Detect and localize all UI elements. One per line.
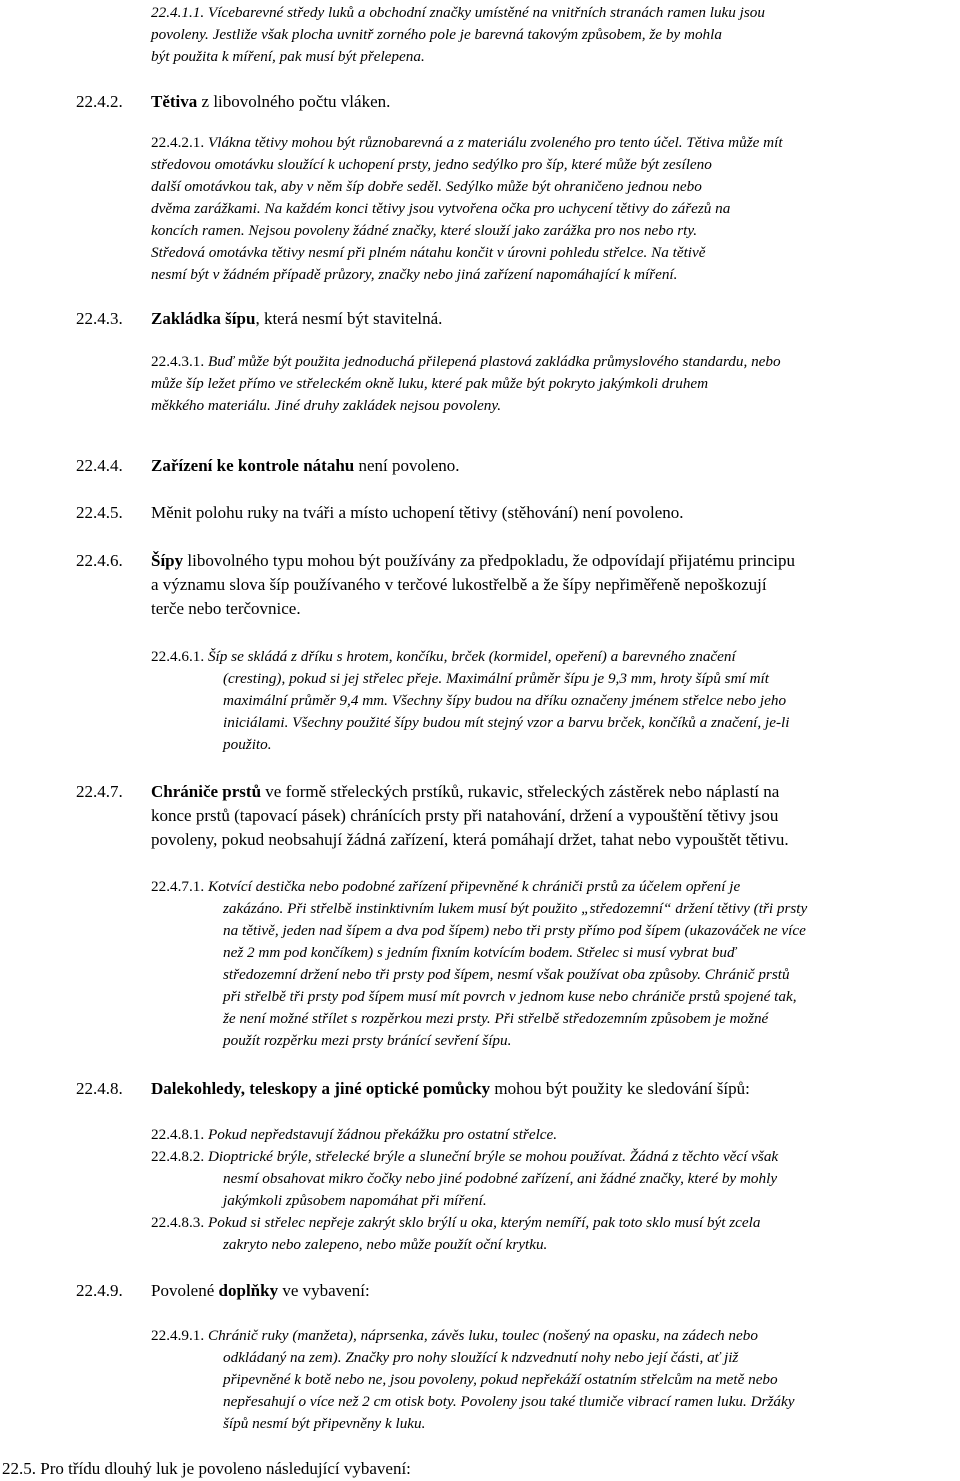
paragraph-22-4-1-1 xyxy=(151,2,951,68)
section-number: 22.4.4. xyxy=(76,456,123,475)
text-line: 22.4.1.1. Vícebarevné středy luků a obchodní značky umístěné na vnitřních stranách ramen luku jsou xyxy=(151,4,765,21)
text-line: měkkého materiálu. Jiné druhy zakládek nejsou povoleny. xyxy=(151,397,502,414)
paragraph-number: 22.4.8.3. xyxy=(151,1214,205,1231)
text-line: při střelbě tři prsty pod šípem musí mít povrch v jednom kuse nebo chrániče prstů spojené tak, xyxy=(223,988,797,1005)
text-line: zakázáno. Při střelbě instinktivním lukem musí být použito „středozemní“ držení tětivy (tři prsty xyxy=(223,900,808,917)
section-rest: z libovolného počtu vláken. xyxy=(197,92,391,111)
text-line: středovou omotávku sloužící k uchopení prsty, jedno sedýlko pro šíp, které může být zesíleno xyxy=(151,156,712,173)
text-line: Středová omotávka tětivy nesmí při plném nátahu končit v úrovni pohledu střelce. Na tětivě xyxy=(151,244,706,261)
section-heading xyxy=(151,454,956,478)
section-number: 22.4.5. xyxy=(76,503,123,522)
text-line: Pokud si střelec nepřeje zakrýt sklo brýlí u oka, kterým nemíří, pak toto sklo musí být zcela xyxy=(207,1214,761,1231)
text-line: povoleny. Jestliže však plocha uvnitř zorného pole je barevná takovým způsobem, že by mohla xyxy=(151,26,722,43)
text-line: a významu slova šíp používaného v terčové lukostřelbě a že šípy nepřiměřeně nepoškozují xyxy=(151,575,767,594)
text-line: maximální průměr 9,4 mm. Všechny šípy budou na dříku označeny jménem střelce nebo jeho xyxy=(223,692,787,709)
section-heading xyxy=(151,780,956,852)
paragraph-22-4-6-1 xyxy=(151,646,951,756)
text-line: Šíp se skládá z dříku s hrotem, končíku, brček (kormidel, opeření) a barevného značení xyxy=(207,648,736,665)
text-line: koncích ramen. Nejsou povoleny žádné značky, které slouží jako zarážka pro nos nebo rty. xyxy=(151,222,698,239)
text-line: Kotvící destička nebo podobné zařízení připevněné k chrániči prstů za účelem opření je xyxy=(207,878,741,895)
section-rest: , která nesmí být stavitelná. xyxy=(255,309,443,328)
text-line: iniciálami. Všechny použité šípy budou mít stejný vzor a barvu brček, končíků a značení, je-li xyxy=(223,714,790,731)
paragraph-22-4-9-1 xyxy=(151,1325,951,1435)
text-line: na tětivě, jeden nad šípem a dva pod šípem) nebo tři prsty přímo pod šípem (ukazováček ne více xyxy=(223,922,806,939)
text-line: jakýmkoli způsobem napomáhat při míření. xyxy=(223,1192,487,1209)
section-number: 22.4.8. xyxy=(76,1079,123,1098)
text-line: Pokud nepředstavují žádnou překážku pro ostatní střelce. xyxy=(207,1126,558,1143)
paragraph-22-4-2-1 xyxy=(151,132,951,286)
section-number: 22.4.3. xyxy=(76,309,123,328)
text-line: použít rozpěrku mezi prsty bránící sevření šípu. xyxy=(223,1032,512,1049)
section-heading: Měnit polohu ruky na tváři a místo uchopení tětivy (stěhování) není povoleno. xyxy=(151,503,684,522)
text-line: zakryto nebo zalepeno, nebo může použít oční krytku. xyxy=(223,1236,548,1253)
text-line: nepřesahují o více než 2 cm otisk boty. Povoleny jsou také tlumiče vibrací ramen luku. Držáky xyxy=(223,1393,795,1410)
text-line: nesmí obsahovat mikro čočky nebo jiné podobné zařízení, ani žádné značky, které by mohly xyxy=(223,1170,778,1187)
paragraph-22-4-8-list xyxy=(151,1124,951,1256)
text-line: dvěma zarážkami. Na každém konci tětivy jsou vytvořena očka pro uchycení tětivy do zářezů na xyxy=(151,200,731,217)
text-line: Buď může být použita jednoduchá přilepená plastová zakládka průmyslového standardu, nebo xyxy=(207,353,781,370)
text-line: než 2 mm pod končíkem) s jedním fixním kotvícím bodem. Střelec si musí vybrat buď xyxy=(223,944,737,961)
text-line: další omotávkou tak, aby v něm šíp dobře seděl. Sedýlko může být ohraničeno jednou nebo xyxy=(151,178,702,195)
paragraph-number: 22.4.8.1. xyxy=(151,1126,205,1143)
paragraph-number: 22.4.2.1. xyxy=(151,134,205,151)
section-22-5 xyxy=(2,1457,882,1481)
paragraph-number: 22.4.9.1. xyxy=(151,1327,205,1344)
section-heading xyxy=(151,1077,956,1101)
section-rest: mohou být použity ke sledování šípů: xyxy=(490,1079,750,1098)
section-rest: libovolného typu mohou být používány za předpokladu, že odpovídají přijatému principu xyxy=(183,551,796,570)
section-heading xyxy=(151,90,956,114)
section-bold: Šípy xyxy=(151,551,184,570)
text-line: nesmí být v žádném případě průzory, značky nebo jiná zařízení napomáhající k míření. xyxy=(151,266,678,283)
text-line: terče nebo terčovnice. xyxy=(151,599,301,618)
section-rest: ve formě střeleckých prstíků, rukavic, střeleckých zástěrek nebo náplastí na xyxy=(261,782,780,801)
section-bold: Tětiva xyxy=(151,92,198,111)
section-heading xyxy=(151,1279,956,1303)
text-line: že není možné střílet s rozpěrkou mezi prsty. Při střelbě středozemním způsobem je možné xyxy=(223,1010,769,1027)
text-line: být použita k míření, pak musí být přelepena. xyxy=(151,48,425,65)
section-bold: Chrániče prstů xyxy=(151,782,262,801)
section-bold: doplňky xyxy=(218,1281,279,1300)
section-number: 22.4.9. xyxy=(76,1281,123,1300)
text-line: připevněné k botě nebo ne, jsou povoleny, pokud nepřekáží ostatním střelcům na metě nebo xyxy=(223,1371,778,1388)
section-bold: Dalekohledy, teleskopy a jiné optické pomůcky xyxy=(151,1079,491,1098)
paragraph-number: 22.4.7.1. xyxy=(151,878,205,895)
section-bold: Zařízení ke kontrole nátahu xyxy=(151,456,355,475)
section-heading xyxy=(151,307,956,331)
paragraph-22-4-7-1 xyxy=(151,876,951,1052)
text-line: konce prstů (tapovací pásek) chránících prsty při natahování, držení a vypouštění tětivy jsou xyxy=(151,806,779,825)
section-rest: ve vybavení: xyxy=(278,1281,370,1300)
text-line: Vlákna tětivy mohou být různobarevná a z materiálu zvoleného pro tento účel. Tětiva může mít xyxy=(207,134,783,151)
text-line: odkládaný na zem). Značky pro nohy sloužící k ndzvednutí nohy nebo její části, ať již xyxy=(223,1349,739,1366)
text-line: povoleny, pokud neobsahují žádná zařízení, která pomáhají držet, tahat nebo vypouštět tětivu. xyxy=(151,830,789,849)
text-line: (cresting), pokud si jej střelec přeje. Maximální průměr šípu je 9,3 mm, hroty šípů smí mít xyxy=(223,670,769,687)
text-line: Chránič ruky (manžeta), náprsenka, závěs luku, toulec (nošený na opasku, na zádech nebo xyxy=(207,1327,758,1344)
section-number: 22.4.7. xyxy=(76,782,123,801)
section-number: 22.4.2. xyxy=(76,92,123,111)
paragraph-number: 22.4.8.2. xyxy=(151,1148,205,1165)
paragraph-22-4-3-1 xyxy=(151,351,951,417)
section-heading xyxy=(151,549,956,621)
section-number: 22.4.6. xyxy=(76,551,123,570)
section-rest: není povoleno. xyxy=(354,456,460,475)
text-line: použito. xyxy=(223,736,272,753)
text-line: středozemní držení nebo tři prsty pod šípem, nesmí však používat oba způsoby. Chránič prstů xyxy=(223,966,790,983)
paragraph-number: 22.4.6.1. xyxy=(151,648,205,665)
section-bold: Zakládka šípu xyxy=(151,309,256,328)
paragraph-number: 22.4.3.1. xyxy=(151,353,205,370)
section-pre: Povolené xyxy=(151,1281,219,1300)
text-line: Dioptrické brýle, střelecké brýle a sluneční brýle se mohou používat. Žádná z těchto věcí však xyxy=(207,1148,779,1165)
text-line: šípů nesmí být připevněny k luku. xyxy=(223,1415,426,1432)
text-line: může šíp ležet přímo ve střeleckém okně luku, které pak může být pokryto jakýmkoli druhem xyxy=(151,375,709,392)
section-heading: 22.5. Pro třídu dlouhý luk je povoleno následující vybavení: xyxy=(2,1459,411,1478)
